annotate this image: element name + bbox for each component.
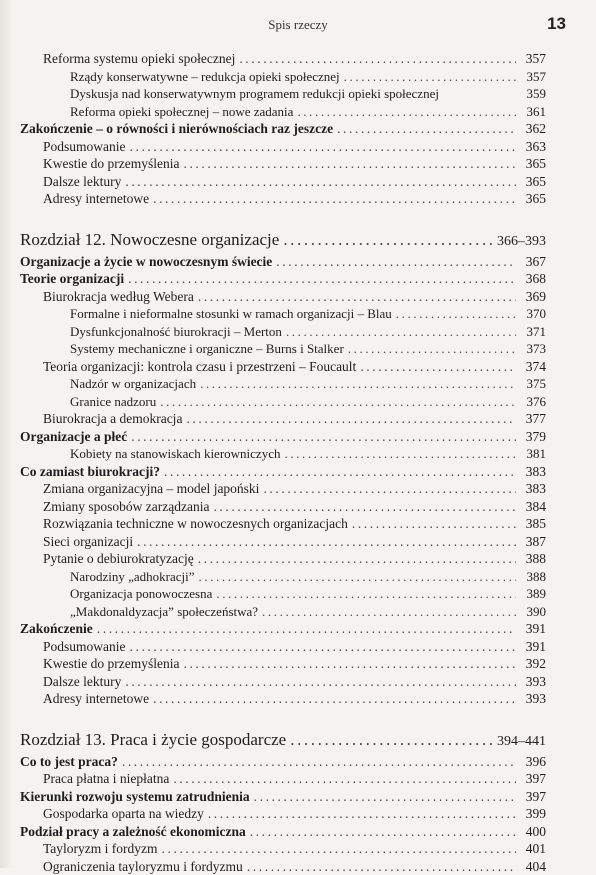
toc-entry-title: Organizacje a życie w nowoczesnym świecie — [20, 253, 272, 271]
toc-entry-title: Rozdział 12. Nowoczesne organizacje — [20, 228, 279, 251]
toc-entry-page: 391 — [520, 638, 546, 656]
toc-entry — [20, 585, 546, 603]
toc-entry-title: Reforma systemu opieki społecznej — [43, 50, 235, 68]
toc-entry-page: 359 — [520, 85, 546, 103]
toc-entry-title: Biurokracja a demokracja — [43, 410, 182, 428]
toc-entry — [20, 638, 546, 656]
toc-entry-page: 357 — [520, 50, 546, 68]
toc-entry-page: 368 — [520, 270, 546, 288]
toc-entry — [20, 840, 546, 858]
dot-leader — [239, 50, 516, 68]
dot-leader — [290, 728, 493, 751]
toc-entry-title: Dysfunkcjonalność biurokracji – Merton — [70, 323, 282, 341]
toc-entry — [20, 673, 546, 691]
toc-entry-page: 379 — [520, 428, 546, 446]
dot-leader — [254, 788, 516, 806]
toc-entry-page: 363 — [520, 138, 546, 156]
dot-leader — [213, 498, 516, 516]
toc-entry-title: Nadzór w organizacjach — [70, 375, 196, 393]
toc-entry-page: 373 — [520, 340, 546, 358]
toc-entry-page: 357 — [520, 68, 546, 86]
dot-leader — [183, 155, 516, 173]
table-of-contents — [20, 50, 546, 875]
toc-entry — [20, 463, 546, 481]
toc-entry — [20, 305, 546, 323]
toc-entry — [20, 138, 546, 156]
toc-entry-title: Podział pracy a zależność ekonomiczna — [20, 823, 246, 841]
toc-entry-title: Podsumowanie — [43, 638, 126, 656]
dot-leader — [164, 463, 516, 481]
toc-entry-page: 375 — [520, 375, 546, 393]
toc-entry-title: Sieci organizacji — [43, 533, 133, 551]
toc-entry-title: „Makdonaldyzacja” społeczeństwa? — [70, 603, 258, 621]
dot-leader — [125, 173, 516, 191]
toc-entry-page: 388 — [520, 568, 546, 586]
dot-leader — [348, 340, 516, 358]
toc-entry-page: 391 — [520, 620, 546, 638]
toc-entry — [20, 340, 546, 358]
dot-leader — [283, 228, 493, 251]
toc-entry — [20, 770, 546, 788]
toc-entry-title: Rządy konserwatywne – redukcja opieki społecznej — [70, 68, 340, 86]
dot-leader — [200, 375, 516, 393]
toc-entry — [20, 85, 546, 103]
toc-entry-page: 404 — [520, 858, 546, 875]
toc-entry-title: Zmiana organizacyjna – model japoński — [43, 480, 259, 498]
page-edge-shadow — [0, 0, 14, 868]
toc-entry-page: 400 — [520, 823, 546, 841]
page-header — [0, 14, 596, 38]
toc-entry-page: 385 — [520, 515, 546, 533]
dot-leader — [128, 270, 516, 288]
toc-entry — [20, 805, 546, 823]
toc-entry — [20, 68, 546, 86]
toc-entry — [20, 288, 546, 306]
toc-entry — [20, 445, 546, 463]
toc-entry-page: 383 — [520, 480, 546, 498]
toc-entry — [20, 253, 546, 271]
toc-entry — [20, 788, 546, 806]
toc-entry — [20, 498, 546, 516]
dot-leader — [262, 603, 516, 621]
toc-entry-page: 369 — [520, 288, 546, 306]
dot-leader — [337, 120, 516, 138]
toc-entry — [20, 103, 546, 121]
dot-leader — [183, 655, 516, 673]
toc-entry-title: Systemy mechaniczne i organiczne – Burns i Stalker — [70, 340, 344, 358]
toc-entry-title: Granice nadzoru — [70, 393, 156, 411]
dot-leader — [276, 253, 516, 271]
toc-entry-title: Formalne i nieformalne stosunki w ramach organizacji – Blau — [70, 305, 392, 323]
dot-leader — [286, 323, 516, 341]
toc-entry-page: 371 — [520, 323, 546, 341]
running-title: Spis rzeczy — [0, 17, 596, 33]
toc-entry-page: 388 — [520, 550, 546, 568]
toc-entry-title: Zakończenie – o równości i nierównościach raz jeszcze — [20, 120, 333, 138]
toc-entry — [20, 155, 546, 173]
dot-leader — [153, 190, 516, 208]
toc-entry-title: Ograniczenia tayloryzmu i fordyzmu — [43, 858, 243, 875]
dot-leader — [162, 840, 516, 858]
dot-leader — [216, 585, 516, 603]
toc-entry — [20, 568, 546, 586]
toc-chapter-entry — [20, 728, 546, 751]
toc-entry-page: 394–441 — [497, 730, 546, 753]
dot-leader — [263, 480, 516, 498]
toc-entry-title: Dyskusja nad konserwatywnym programem redukcji opieki społecznej — [70, 85, 439, 103]
dot-leader — [153, 690, 516, 708]
toc-entry-title: Kwestie do przemyślenia — [43, 155, 179, 173]
toc-entry-title: Dalsze lektury — [43, 673, 121, 691]
toc-entry-page: 393 — [520, 673, 546, 691]
toc-entry-title: Adresy internetowe — [43, 190, 149, 208]
toc-entry — [20, 358, 546, 376]
toc-entry — [20, 323, 546, 341]
toc-entry-page: 376 — [520, 393, 546, 411]
dot-leader — [250, 823, 516, 841]
toc-entry-title: Kwestie do przemyślenia — [43, 655, 179, 673]
dot-leader — [173, 770, 516, 788]
dot-leader — [122, 753, 516, 771]
toc-entry — [20, 620, 546, 638]
toc-entry-title: Zmiany sposobów zarządzania — [43, 498, 209, 516]
toc-entry — [20, 823, 546, 841]
toc-entry — [20, 603, 546, 621]
dot-leader — [130, 138, 517, 156]
dot-leader — [208, 805, 516, 823]
toc-entry-page: 399 — [520, 805, 546, 823]
dot-leader — [186, 410, 516, 428]
toc-entry-page: 383 — [520, 463, 546, 481]
toc-entry-title: Dalsze lektury — [43, 173, 121, 191]
toc-entry-page: 397 — [520, 770, 546, 788]
toc-entry-title: Teoria organizacji: kontrola czasu i przestrzeni – Foucault — [43, 358, 356, 376]
toc-entry-title: Zakończenie — [20, 620, 93, 638]
toc-entry-page: 389 — [520, 585, 546, 603]
toc-entry — [20, 753, 546, 771]
dot-leader — [198, 288, 516, 306]
dot-leader — [130, 638, 517, 656]
dot-leader — [284, 445, 516, 463]
dot-leader — [199, 568, 516, 586]
toc-entry — [20, 393, 546, 411]
toc-chapter-entry — [20, 228, 546, 251]
toc-entry — [20, 173, 546, 191]
toc-entry-title: Kierunki rozwoju systemu zatrudnienia — [20, 788, 250, 806]
dot-leader — [344, 68, 516, 86]
toc-entry-page: 390 — [520, 603, 546, 621]
toc-entry-page: 387 — [520, 533, 546, 551]
toc-entry — [20, 515, 546, 533]
toc-entry-page: 361 — [520, 103, 546, 121]
toc-entry — [20, 690, 546, 708]
toc-entry-title: Narodziny „adhokracji” — [70, 568, 195, 586]
dot-leader — [198, 550, 516, 568]
toc-entry-page: 384 — [520, 498, 546, 516]
toc-entry-title: Praca płatna i niepłatna — [43, 770, 169, 788]
toc-entry-page: 392 — [520, 655, 546, 673]
dot-leader — [125, 673, 516, 691]
toc-entry-title: Rozwiązania techniczne w nowoczesnych organizacjach — [43, 515, 348, 533]
toc-entry-page: 365 — [520, 173, 546, 191]
toc-entry — [20, 480, 546, 498]
toc-entry — [20, 190, 546, 208]
toc-entry-title: Kobiety na stanowiskach kierowniczych — [70, 445, 280, 463]
dot-leader — [97, 620, 516, 638]
toc-entry-title: Tayloryzm i fordyzm — [43, 840, 158, 858]
toc-entry-title: Teorie organizacji — [20, 270, 124, 288]
toc-entry-page: 401 — [520, 840, 546, 858]
page-number: 13 — [547, 14, 566, 34]
toc-entry — [20, 270, 546, 288]
toc-entry-title: Podsumowanie — [43, 138, 126, 156]
toc-entry — [20, 533, 546, 551]
dot-leader — [297, 103, 516, 121]
toc-entry-title: Co zamiast biurokracji? — [20, 463, 160, 481]
toc-entry-page: 365 — [520, 190, 546, 208]
toc-entry-title: Adresy internetowe — [43, 690, 149, 708]
toc-entry-page: 374 — [520, 358, 546, 376]
toc-entry-title: Gospodarka oparta na wiedzy — [43, 805, 204, 823]
toc-entry — [20, 375, 546, 393]
toc-entry — [20, 120, 546, 138]
dot-leader — [131, 428, 516, 446]
toc-entry — [20, 655, 546, 673]
toc-entry-page: 397 — [520, 788, 546, 806]
dot-leader — [396, 305, 516, 323]
dot-leader — [247, 858, 516, 875]
dot-leader — [160, 393, 516, 411]
toc-entry-title: Rozdział 13. Praca i życie gospodarcze — [20, 728, 286, 751]
toc-entry-title: Co to jest praca? — [20, 753, 118, 771]
dot-leader — [137, 533, 516, 551]
toc-entry — [20, 550, 546, 568]
toc-entry-page: 393 — [520, 690, 546, 708]
toc-entry — [20, 50, 546, 68]
toc-entry-page: 367 — [520, 253, 546, 271]
toc-entry-page: 396 — [520, 753, 546, 771]
toc-entry-page: 365 — [520, 155, 546, 173]
toc-entry — [20, 410, 546, 428]
dot-leader — [360, 358, 516, 376]
toc-entry-title: Organizacje a płeć — [20, 428, 127, 446]
toc-entry-page: 362 — [520, 120, 546, 138]
toc-entry-page: 377 — [520, 410, 546, 428]
toc-entry-title: Biurokracja według Webera — [43, 288, 194, 306]
toc-entry-title: Reforma opieki społecznej – nowe zadania — [70, 103, 293, 121]
dot-leader — [352, 515, 516, 533]
toc-entry-title: Organizacja ponowoczesna — [70, 585, 212, 603]
toc-entry-title: Pytanie o debiurokratyzację — [43, 550, 194, 568]
toc-entry — [20, 858, 546, 875]
toc-entry-page: 366–393 — [497, 230, 546, 253]
toc-entry-page: 381 — [520, 445, 546, 463]
toc-entry-page: 370 — [520, 305, 546, 323]
toc-entry — [20, 428, 546, 446]
